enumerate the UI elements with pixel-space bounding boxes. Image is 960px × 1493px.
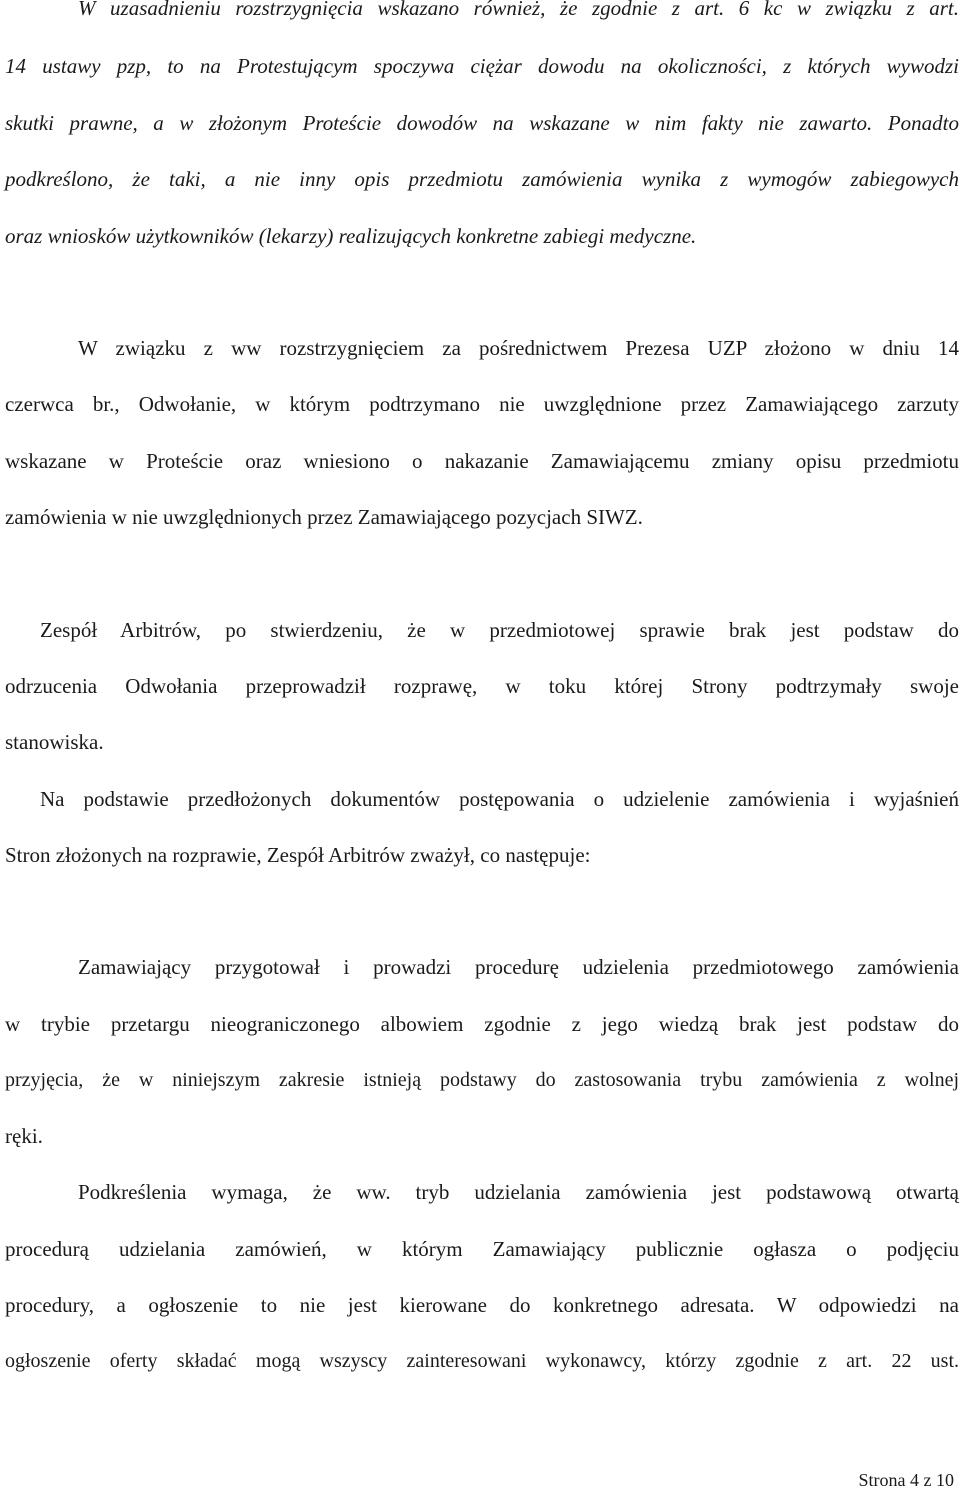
text-line: Zespół Arbitrów, po stwierdzeniu, że w przedmiotowej sprawie brak jest podstaw do [40, 618, 959, 642]
text-line: Stron złożonych na rozprawie, Zespół Arbitrów zważył, co następuje: [5, 843, 591, 867]
text-line: czerwca br., Odwołanie, w którym podtrzymano nie uwzględnione przez Zamawiającego zarzuty [5, 392, 959, 416]
text-line: oraz wniosków użytkowników (lekarzy) realizujących konkretne zabiegi medyczne. [5, 224, 697, 248]
text-line: ogłoszenie oferty składać mogą wszyscy zainteresowani wykonawcy, którzy zgodnie z art. 22 ust. [5, 1350, 959, 1372]
text-line: skutki prawne, a w złożonym Proteście dowodów na wskazane w nim fakty nie zawarto. Ponadto [5, 111, 959, 135]
text-line: Zamawiający przygotował i prowadzi procedurę udzielenia przedmiotowego zamówienia [78, 955, 959, 979]
text-line: Podkreślenia wymaga, że ww. tryb udzielania zamówienia jest podstawową otwartą [78, 1180, 959, 1204]
text-line: ręki. [5, 1124, 43, 1148]
text-line: Na podstawie przedłożonych dokumentów postępowania o udzielenie zamówienia i wyjaśnień [40, 787, 959, 811]
text-line: odrzucenia Odwołania przeprowadził rozprawę, w toku której Strony podtrzymały swoje [5, 674, 959, 698]
page-number: Strona 4 z 10 [858, 1470, 954, 1490]
text-line: wskazane w Proteście oraz wniesiono o nakazanie Zamawiającemu zmiany opisu przedmiotu [5, 449, 959, 473]
text-line: zamówienia w nie uwzględnionych przez Zamawiającego pozycjach SIWZ. [5, 505, 643, 529]
text-line: W uzasadnieniu rozstrzygnięcia wskazano również, że zgodnie z art. 6 kc w związku z art. [78, 0, 959, 20]
text-line: przyjęcia, że w niniejszym zakresie istnieją podstawy do zastosowania trybu zamówienia z wolnej [5, 1069, 959, 1091]
text-line: W związku z ww rozstrzygnięciem za pośrednictwem Prezesa UZP złożono w dniu 14 [78, 336, 959, 360]
text-line: podkreślono, że taki, a nie inny opis przedmiotu zamówienia wynika z wymogów zabiegowych [5, 167, 959, 191]
text-line: stanowiska. [5, 730, 104, 754]
text-line: procedurą udzielania zamówień, w którym Zamawiający publicznie ogłasza o podjęciu [5, 1237, 959, 1261]
text-line: w trybie przetargu nieograniczonego albowiem zgodnie z jego wiedzą brak jest podstaw do [5, 1012, 959, 1036]
text-line: 14 ustawy pzp, to na Protestującym spoczywa ciężar dowodu na okoliczności, z których wywodzi [5, 54, 959, 78]
text-line: procedury, a ogłoszenie to nie jest kierowane do konkretnego adresata. W odpowiedzi na [5, 1293, 959, 1317]
